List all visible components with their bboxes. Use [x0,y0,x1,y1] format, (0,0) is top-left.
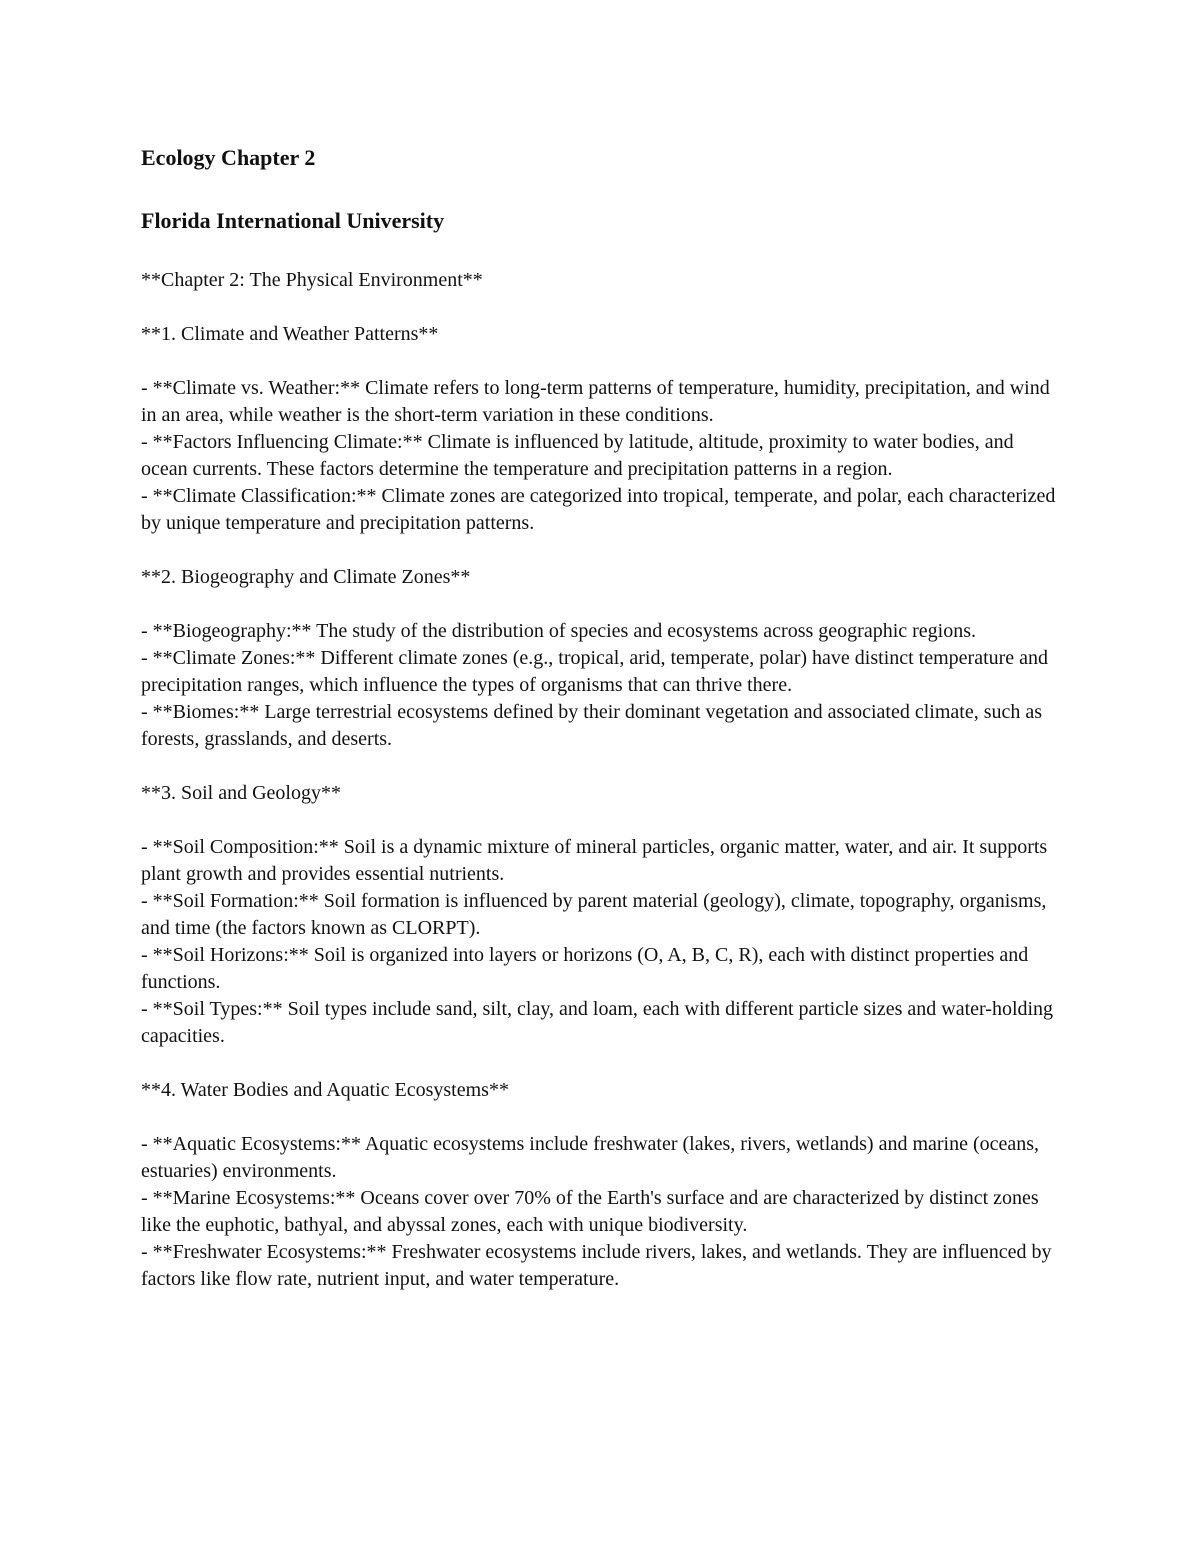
bullet-item: - **Biogeography:** The study of the distribution of species and ecosystems across geographic regions. [141,620,977,642]
section-soil-geology [141,780,1061,1050]
section-heading: **1. Climate and Weather Patterns** [141,323,439,345]
bullet-item: - **Soil Composition:** Soil is a dynamic mixture of mineral particles, organic matter, water, and air. It supports plant growth and provides essential nutrients. [141,836,1048,885]
bullet-item: - **Freshwater Ecosystems:** Freshwater ecosystems include rivers, lakes, and wetlands. They are influenced by factors like flow rate, nutrient input, and water temperature. [141,1241,1052,1290]
section-biogeography [141,564,1061,753]
section-heading: **4. Water Bodies and Aquatic Ecosystems** [141,1079,509,1101]
bullet-item: - **Aquatic Ecosystems:** Aquatic ecosystems include freshwater (lakes, rivers, wetlands) and marine (oceans, estuaries) environments. [141,1133,1040,1182]
section-heading: **3. Soil and Geology** [141,782,341,804]
bullet-item: - **Soil Formation:** Soil formation is influenced by parent material (geology), climate, topography, organisms, and time (the factors known as CLORPT). [141,890,1047,939]
bullet-item: - **Soil Types:** Soil types include sand, silt, clay, and loam, each with different particle sizes and water-holding capacities. [141,998,1054,1047]
bullet-item: - **Soil Horizons:** Soil is organized into layers or horizons (O, A, B, C, R), each with distinct properties and functions. [141,944,1029,993]
document-page [141,140,1061,1320]
bullet-item: - **Biomes:** Large terrestrial ecosystems defined by their dominant vegetation and associated climate, such as forests, grasslands, and deserts. [141,701,1043,750]
bullet-item: - **Climate Zones:** Different climate zones (e.g., tropical, arid, temperate, polar) have distinct temperature and precipitation ranges, which influence the types of organisms that can thrive there. [141,647,1049,696]
chapter-heading: **Chapter 2: The Physical Environment** [141,269,483,291]
bullet-item: - **Climate vs. Weather:** Climate refers to long-term patterns of temperature, humidity, precipitation, and wind in an area, while weather is the short-term variation in these conditions. [141,377,1050,426]
section-water-bodies [141,1077,1061,1293]
section-heading: **2. Biogeography and Climate Zones** [141,566,471,588]
institution-name: Florida International University [141,208,445,233]
bullet-item: - **Factors Influencing Climate:** Climate is influenced by latitude, altitude, proximity to water bodies, and ocean currents. These factors determine the temperature and precipitation patterns in a region. [141,431,1014,480]
section-climate-weather [141,321,1061,537]
bullet-item: - **Marine Ecosystems:** Oceans cover over 70% of the Earth's surface and are characterized by distinct zones like the euphotic, bathyal, and abyssal zones, each with unique biodiversity. [141,1187,1039,1236]
document-title: Ecology Chapter 2 [141,145,316,170]
bullet-item: - **Climate Classification:** Climate zones are categorized into tropical, temperate, and polar, each characterized by unique temperature and precipitation patterns. [141,485,1056,534]
